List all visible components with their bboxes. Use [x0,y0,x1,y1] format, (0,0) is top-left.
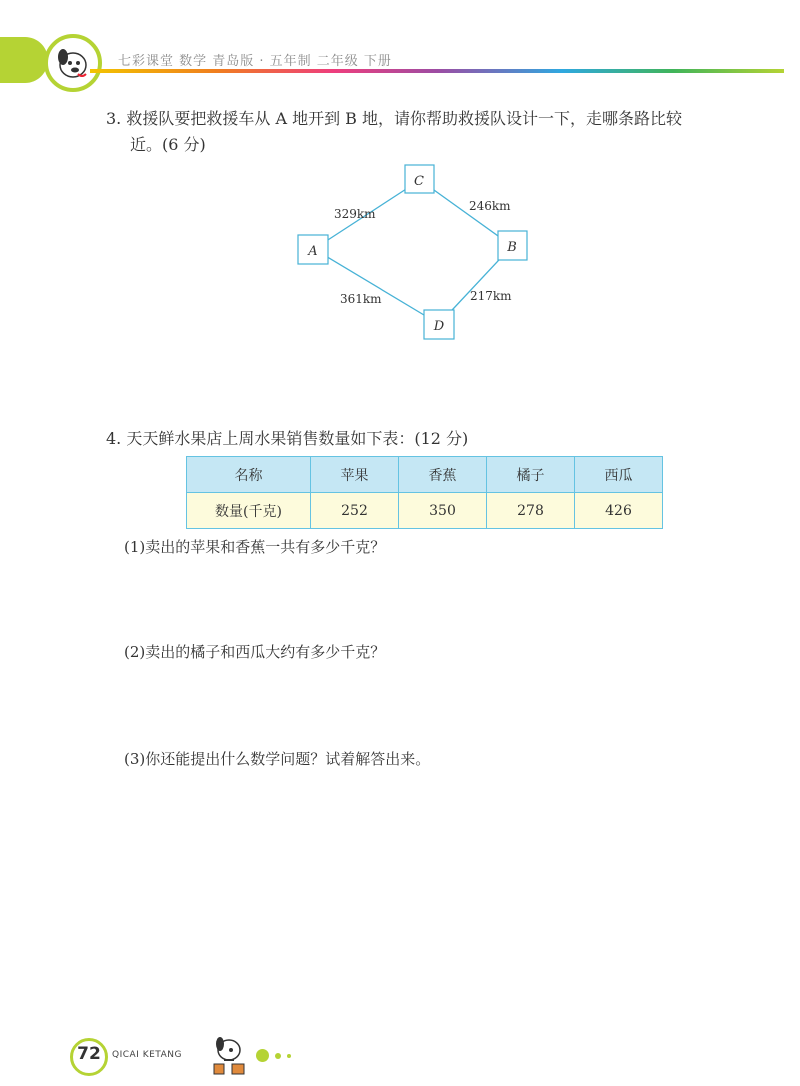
route-diagram [0,0,800,360]
distance-a-d: 361km [340,292,382,306]
question-3-line-2: 近。(6 分) [130,135,206,154]
node-b-label: B [507,240,517,255]
table-header-cell: 名称 [187,457,311,493]
decor-dot-small [287,1054,291,1058]
sub-question-3: (3)你还能提出什么数学问题？试着解答出来。 [124,750,431,768]
fruit-sales-table [186,456,663,529]
decor-dot-medium [275,1053,281,1059]
table-cell: 426 [575,493,663,529]
table-header-cell: 苹果 [311,457,399,493]
table-cell: 350 [399,493,487,529]
page-number: 72 [77,1044,101,1064]
node-d-label: D [433,319,445,334]
footer-mascot-icon [204,1030,254,1080]
table-header-cell: 橘子 [487,457,575,493]
distance-a-c: 329km [334,207,376,221]
table-header-cell: 西瓜 [575,457,663,493]
node-c-label: C [414,174,424,189]
header-title: 七彩课堂 数学 青岛版 · 五年制 二年级 下册 [118,54,392,69]
edge-a-d [314,249,439,324]
table-row-label: 数量(千克) [187,493,311,529]
node-a-label: A [308,244,318,259]
question-3-line-1: 3. 救援队要把救援车从 A 地开到 B 地，请你帮助救援队设计一下，走哪条路比较 [106,109,683,128]
decor-dot-large [256,1049,269,1062]
question-4-intro: 4. 天天鲜水果店上周水果销售数量如下表：(12 分) [106,429,469,448]
distance-d-b: 217km [470,289,512,303]
footer-brand: QICAI KETANG [112,1050,182,1060]
table-header-row [187,457,663,493]
table-cell: 278 [487,493,575,529]
table-row [187,493,663,529]
table-cell: 252 [311,493,399,529]
table-header-cell: 香蕉 [399,457,487,493]
sub-question-1: (1)卖出的苹果和香蕉一共有多少千克？ [124,538,386,556]
distance-c-b: 246km [469,199,511,213]
sub-question-2: (2)卖出的橘子和西瓜大约有多少千克？ [124,643,386,661]
